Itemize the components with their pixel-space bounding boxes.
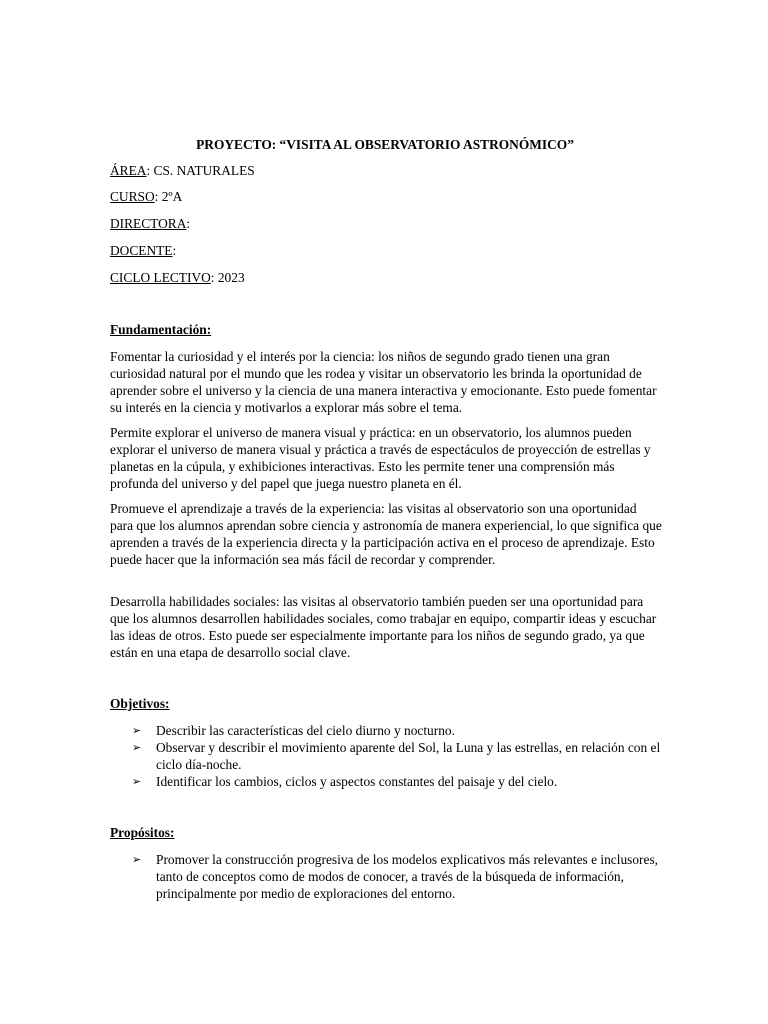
field-curso-value: : 2ºA <box>154 189 183 204</box>
field-area <box>110 163 255 179</box>
field-ciclo-lectivo <box>110 270 245 286</box>
objetivos-list <box>132 722 662 790</box>
field-ciclo-lectivo-label: CICLO LECTIVO <box>110 270 211 285</box>
field-directora-label: DIRECTORA <box>110 216 187 231</box>
field-docente-label: DOCENTE <box>110 243 173 258</box>
proposito-text: Promover la construcción progresiva de los modelos explicativos más relevantes e inclusores, tanto de conceptos como de modos de conocer, a través de la búsqueda de información, principalmente por medio de exploraciones del entorno. <box>156 852 659 901</box>
fundamentacion-paragraph-4: Desarrolla habilidades sociales: las visitas al observatorio también pueden ser una oportunidad para que los alumnos desarrollen habilidades sociales, como trabajar en equipo, compartir ideas y escuchar las ideas de otros. Esto puede ser especialmente importante para los niños de segundo grado, ya que están en una etapa de desarrollo social clave. <box>110 594 657 660</box>
field-docente-value: : <box>172 243 177 258</box>
document-title: PROYECTO: “VISITA AL OBSERVATORIO ASTRONÓMICO” <box>196 137 574 152</box>
fundamentacion-paragraph-2: Permite explorar el universo de manera visual y práctica: en un observatorio, los alumnos pueden explorar el universo de manera visual y práctica a través de espectáculos de proyección de estrellas y planetas en la cúpula, y exhibiciones interactivas. Esto les permite tener una comprensión más profunda del universo y del papel que juega nuestro planeta en él. <box>110 425 651 491</box>
objetivo-text: Identificar los cambios, ciclos y aspectos constantes del paisaje y del cielo. <box>156 774 558 789</box>
field-directora <box>110 216 190 232</box>
field-docente <box>110 243 176 259</box>
arrow-bullet-icon: ➢ <box>132 724 142 737</box>
objetivos-heading: Objetivos: <box>110 696 170 711</box>
arrow-bullet-icon: ➢ <box>132 741 142 754</box>
field-directora-value: : <box>186 216 191 231</box>
propositos-list <box>132 851 662 902</box>
objetivo-text: Describir las características del cielo diurno y nocturno. <box>156 723 455 738</box>
objetivo-item <box>132 773 662 790</box>
fundamentacion-paragraph-3: Promueve el aprendizaje a través de la experiencia: las visitas al observatorio son una oportunidad para que los alumnos aprendan sobre ciencia y astronomía de manera experiencial, lo que significa que aprenden a través de la experiencia directa y la participación activa en el proceso de aprendizaje. Esto puede hacer que la información sea más fácil de recordar y comprender. <box>110 501 662 567</box>
field-area-label: ÁREA <box>110 163 147 178</box>
objetivo-item <box>132 722 662 739</box>
field-curso <box>110 189 182 205</box>
propositos-heading: Propósitos: <box>110 825 175 840</box>
fundamentacion-heading: Fundamentación: <box>110 322 212 337</box>
arrow-bullet-icon: ➢ <box>132 775 142 788</box>
objetivo-text: Observar y describir el movimiento aparente del Sol, la Luna y las estrellas, en relación con el ciclo día-noche. <box>156 740 661 772</box>
fundamentacion-paragraph-1: Fomentar la curiosidad y el interés por la ciencia: los niños de segundo grado tienen una gran curiosidad natural por el mundo que les rodea y visitar un observatorio les brinda la oportunidad de aprender sobre el universo y la ciencia de una manera interactiva y emocionante. Esto puede fomentar su interés en la ciencia y motivarlos a explorar más sobre el tema. <box>110 349 657 415</box>
arrow-bullet-icon: ➢ <box>132 853 142 866</box>
field-ciclo-lectivo-value: : 2023 <box>210 270 245 285</box>
objetivo-item <box>132 739 662 773</box>
field-curso-label: CURSO <box>110 189 155 204</box>
proposito-item <box>132 851 662 902</box>
field-area-value: : CS. NATURALES <box>146 163 255 178</box>
